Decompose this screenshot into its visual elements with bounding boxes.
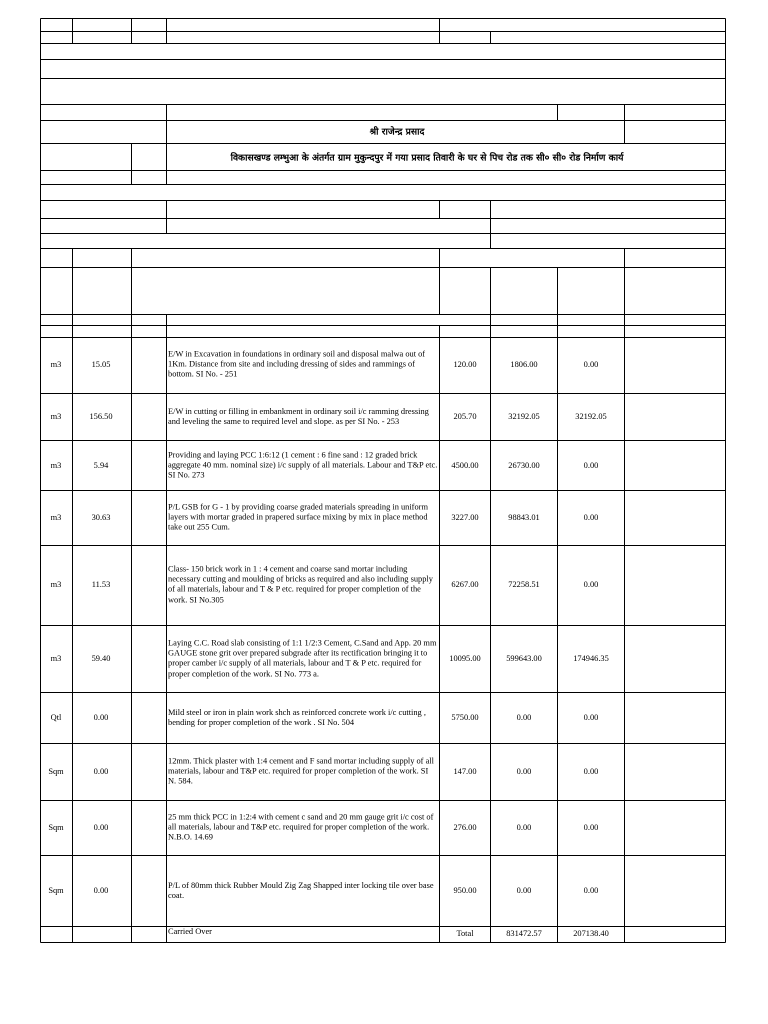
item-amount: 599643.00	[506, 654, 542, 663]
item-rate: 4500.00	[451, 461, 479, 470]
item-amount-2: 32192.05	[575, 412, 607, 421]
item-description: P/L GSB for G - 1 by providing coarse graded materials spreading in uniform layers with mortar graded in prapered surface mixing by mix in place method take out 255 Cum.	[168, 502, 428, 533]
item-rate: 5750.00	[451, 713, 479, 722]
item-amount-2: 0.00	[583, 886, 599, 895]
item-unit: Qtl	[50, 713, 62, 722]
total-amount: 831472.57	[506, 929, 542, 938]
item-rate: 147.00	[453, 767, 477, 776]
item-description: 25 mm thick PCC in 1:2:4 with cement c sand and 20 mm gauge grit i/c cost of all materials, labour and T&P etc. required for proper completion of the work. N.B.O. 14.69	[168, 812, 434, 843]
item-description: 12mm. Thick plaster with 1:4 cement and F sand mortar including supply of all materials, labour and T&P etc. required for proper completion of the work. SI N. 584.	[168, 756, 434, 787]
item-amount-2: 0.00	[583, 767, 599, 776]
item-amount: 26730.00	[508, 461, 540, 470]
item-description: P/L of 80mm thick Rubber Mould Zig Zag Shapped inter locking tile over base coat.	[168, 880, 434, 900]
item-description: Providing and laying PCC 1:6:12 (1 cement : 6 fine sand : 12 graded brick aggregate 40 mm. nominal size) i/c supply of all materials. Labour and T&P etc. SI No. 273	[168, 450, 438, 481]
item-rate: 3227.00	[451, 513, 479, 522]
item-amount-2: 174946.35	[573, 654, 609, 663]
item-description: Class- 150 brick work in 1 : 4 cement and coarse sand mortar including necessary cutting and moulding of bricks as required and also including supply of all materials, labour and T & P etc. required for proper completion of the work. SI No.305	[168, 564, 433, 605]
total-amount-2: 207138.40	[573, 929, 609, 938]
carried-over-label: Carried Over	[168, 927, 212, 936]
item-qty: 0.00	[93, 886, 109, 895]
item-rate: 950.00	[453, 886, 477, 895]
item-amount: 0.00	[516, 823, 532, 832]
item-rate: 6267.00	[451, 580, 479, 589]
item-amount-2: 0.00	[583, 360, 599, 369]
item-unit: m3	[50, 360, 62, 369]
item-qty: 0.00	[93, 767, 109, 776]
item-amount: 98843.01	[508, 513, 540, 522]
item-qty: 59.40	[91, 654, 111, 663]
contractor-name: श्री राजेन्द्र प्रसाद	[369, 126, 425, 138]
item-amount: 72258.51	[508, 580, 540, 589]
item-unit: Sqm	[48, 886, 64, 895]
item-qty: 30.63	[91, 513, 111, 522]
item-rate: 120.00	[453, 360, 477, 369]
item-amount-2: 0.00	[583, 580, 599, 589]
item-unit: Sqm	[48, 767, 64, 776]
item-qty: 0.00	[93, 713, 109, 722]
item-description: Laying C.C. Road slab consisting of 1:1 1/2:3 Cement, C.Sand and App. 20 mm GAUGE stone grit over prepared subgrade after its rectification bringing it to proper camber i/c supply of all materials, labour and T & P etc. required for proper completion of the work. SI No. 773 a.	[168, 638, 437, 679]
item-amount: 0.00	[516, 713, 532, 722]
item-description: E/W in Excavation in foundations in ordinary soil and disposal malwa out of 1Km. Distance from site and including dressing of sides and rammings of bottom. SI No. - 251	[168, 349, 426, 380]
item-unit: m3	[50, 580, 62, 589]
item-rate: 205.70	[453, 412, 477, 421]
item-unit: m3	[50, 654, 62, 663]
item-amount: 32192.05	[508, 412, 540, 421]
item-unit: m3	[50, 513, 62, 522]
item-description: Mild steel or iron in plain work shch as reinforced concrete work i/c cutting , bending for proper completion of the work . SI No. 504	[168, 707, 426, 727]
item-qty: 156.50	[89, 412, 113, 421]
item-amount: 0.00	[516, 767, 532, 776]
item-unit: Sqm	[48, 823, 64, 832]
total-label: Total	[456, 929, 474, 938]
item-amount-2: 0.00	[583, 713, 599, 722]
item-qty: 15.05	[91, 360, 111, 369]
item-amount-2: 0.00	[583, 823, 599, 832]
item-amount: 1806.00	[510, 360, 538, 369]
item-qty: 5.94	[93, 461, 109, 470]
item-qty: 11.53	[91, 580, 111, 589]
item-rate: 276.00	[453, 823, 477, 832]
item-amount: 0.00	[516, 886, 532, 895]
work-title: विकासखण्ड लम्भुआ के अंतर्गत ग्राम मुकुन्दपुर में गया प्रसाद तिवारी के घर से पिच रोड तक सी० सी० रोड निर्माण कार्य	[230, 152, 624, 164]
item-description: E/W in cutting or filling in embankment in ordinary soil i/c ramming dressing and leveling the same to required level and slope. as per SI No. - 253	[168, 406, 429, 426]
item-unit: m3	[50, 461, 62, 470]
item-qty: 0.00	[93, 823, 109, 832]
item-rate: 10095.00	[449, 654, 481, 663]
item-amount-2: 0.00	[583, 513, 599, 522]
item-unit: m3	[50, 412, 62, 421]
item-amount-2: 0.00	[583, 461, 599, 470]
